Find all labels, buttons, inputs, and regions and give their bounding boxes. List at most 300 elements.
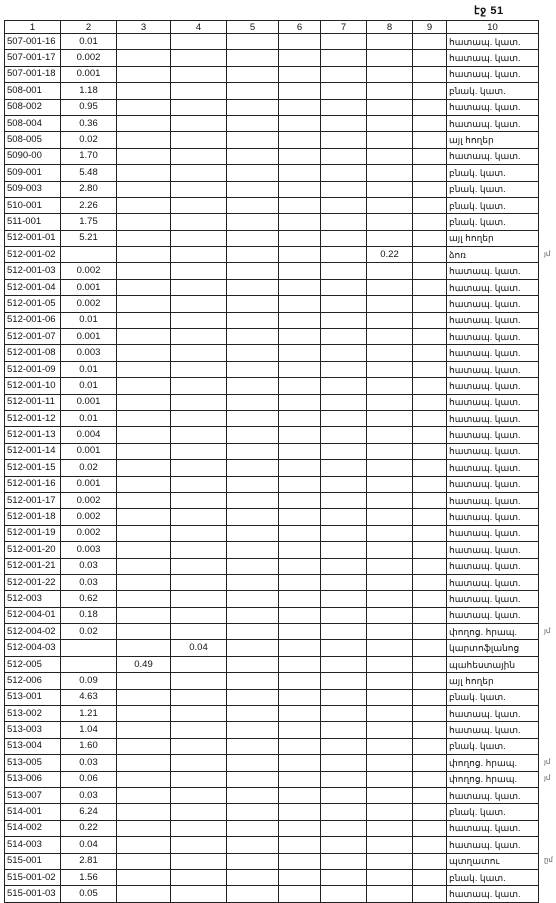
col4-cell: 0.04 xyxy=(171,640,227,656)
col4-cell xyxy=(171,525,227,541)
col8-cell xyxy=(367,361,413,377)
col6-cell xyxy=(279,345,321,361)
land-type-cell: բնակ. կատ. xyxy=(447,689,539,705)
col8-cell xyxy=(367,689,413,705)
land-type-cell: հատապ. կատ. xyxy=(447,279,539,295)
col3-cell xyxy=(117,99,171,115)
col9-cell xyxy=(413,509,447,525)
col8-cell xyxy=(367,345,413,361)
col7-cell xyxy=(321,148,367,164)
col4-cell xyxy=(171,361,227,377)
col6-cell xyxy=(279,525,321,541)
col6-cell xyxy=(279,263,321,279)
col5-cell xyxy=(227,476,279,492)
col4-cell xyxy=(171,329,227,345)
col9-cell xyxy=(413,99,447,115)
col7-cell xyxy=(321,443,367,459)
col8-cell xyxy=(367,197,413,213)
area-cell: 0.06 xyxy=(61,771,117,787)
parcel-code-cell: 512-001-17 xyxy=(5,492,61,508)
col9-cell xyxy=(413,492,447,508)
col7-cell xyxy=(321,722,367,738)
col8-cell xyxy=(367,525,413,541)
parcel-code-cell: 512-001-15 xyxy=(5,460,61,476)
col7-cell xyxy=(321,804,367,820)
table-row xyxy=(5,345,539,361)
col5-cell xyxy=(227,361,279,377)
table-row xyxy=(5,542,539,558)
col7-cell xyxy=(321,214,367,230)
table-row xyxy=(5,427,539,443)
col4-cell xyxy=(171,706,227,722)
land-type-cell: հատապ. կատ. xyxy=(447,296,539,312)
col7-cell xyxy=(321,574,367,590)
col8-cell xyxy=(367,99,413,115)
parcel-code-cell: 512-001-10 xyxy=(5,378,61,394)
parcel-code-cell: 515-001 xyxy=(5,853,61,869)
table-row xyxy=(5,787,539,803)
col3-cell xyxy=(117,165,171,181)
col4-cell xyxy=(171,247,227,263)
col8-cell xyxy=(367,492,413,508)
col8-cell: 0.22 xyxy=(367,247,413,263)
col8-cell xyxy=(367,476,413,492)
col8-cell xyxy=(367,624,413,640)
col6-cell xyxy=(279,427,321,443)
col3-cell xyxy=(117,574,171,590)
col4-cell xyxy=(171,443,227,459)
land-type-cell: հատապ. կատ. xyxy=(447,591,539,607)
col3-cell xyxy=(117,640,171,656)
area-cell: 1.75 xyxy=(61,214,117,230)
col6-cell xyxy=(279,738,321,754)
col5-cell xyxy=(227,83,279,99)
land-type-cell: հատապ. կատ. xyxy=(447,787,539,803)
col3-cell xyxy=(117,115,171,131)
table-row xyxy=(5,492,539,508)
parcel-code-cell: 513-001 xyxy=(5,689,61,705)
land-type-cell: հատապ. կատ. xyxy=(447,476,539,492)
table-row xyxy=(5,312,539,328)
col5-cell xyxy=(227,656,279,672)
col7-cell xyxy=(321,329,367,345)
col9-cell xyxy=(413,263,447,279)
col6-cell xyxy=(279,460,321,476)
area-cell: 0.002 xyxy=(61,263,117,279)
column-header: 1 xyxy=(5,21,61,34)
column-header: 3 xyxy=(117,21,171,34)
col6-cell xyxy=(279,771,321,787)
col8-cell xyxy=(367,640,413,656)
col5-cell xyxy=(227,329,279,345)
col5-cell xyxy=(227,279,279,295)
col7-cell xyxy=(321,279,367,295)
area-cell: 0.03 xyxy=(61,574,117,590)
parcel-code-cell: 512-006 xyxy=(5,673,61,689)
col7-cell xyxy=(321,247,367,263)
table-row xyxy=(5,837,539,853)
col3-cell xyxy=(117,378,171,394)
col4-cell xyxy=(171,492,227,508)
col3-cell xyxy=(117,837,171,853)
table-row xyxy=(5,460,539,476)
col9-cell xyxy=(413,312,447,328)
col4-cell xyxy=(171,787,227,803)
col3-cell xyxy=(117,148,171,164)
table-row xyxy=(5,230,539,246)
parcel-code-cell: 512-003 xyxy=(5,591,61,607)
col8-cell xyxy=(367,509,413,525)
parcel-code-cell: 512-001-07 xyxy=(5,329,61,345)
area-cell: 2.81 xyxy=(61,853,117,869)
col4-cell xyxy=(171,574,227,590)
table-row xyxy=(5,607,539,623)
col9-cell xyxy=(413,410,447,426)
parcel-code-cell: 512-005 xyxy=(5,656,61,672)
col8-cell xyxy=(367,34,413,50)
col3-cell xyxy=(117,296,171,312)
area-cell: 0.03 xyxy=(61,787,117,803)
col6-cell xyxy=(279,181,321,197)
col4-cell xyxy=(171,345,227,361)
column-header: 9 xyxy=(413,21,447,34)
col5-cell xyxy=(227,853,279,869)
col6-cell xyxy=(279,296,321,312)
col4-cell xyxy=(171,279,227,295)
parcel-code-cell: 512-001-04 xyxy=(5,279,61,295)
col9-cell xyxy=(413,279,447,295)
col5-cell xyxy=(227,574,279,590)
col5-cell xyxy=(227,722,279,738)
col5-cell xyxy=(227,132,279,148)
col5-cell xyxy=(227,640,279,656)
parcel-code-cell: 513-006 xyxy=(5,771,61,787)
table-row xyxy=(5,738,539,754)
col6-cell xyxy=(279,230,321,246)
col4-cell xyxy=(171,689,227,705)
land-type-cell: բնակ. կատ. xyxy=(447,181,539,197)
land-type-cell: հատապ. կատ. xyxy=(447,263,539,279)
table-row xyxy=(5,525,539,541)
area-cell: 1.56 xyxy=(61,869,117,885)
area-cell: 5.21 xyxy=(61,230,117,246)
col4-cell xyxy=(171,476,227,492)
col7-cell xyxy=(321,181,367,197)
col5-cell xyxy=(227,34,279,50)
col3-cell xyxy=(117,476,171,492)
col3-cell xyxy=(117,820,171,836)
table-row xyxy=(5,263,539,279)
land-type-cell: հատապ. կատ. xyxy=(447,558,539,574)
col7-cell xyxy=(321,165,367,181)
col3-cell xyxy=(117,673,171,689)
col7-cell xyxy=(321,624,367,640)
land-type-cell: այլ հողեր xyxy=(447,673,539,689)
col7-cell xyxy=(321,607,367,623)
area-cell: 0.18 xyxy=(61,607,117,623)
parcel-code-cell: 513-003 xyxy=(5,722,61,738)
col4-cell xyxy=(171,263,227,279)
col3-cell xyxy=(117,722,171,738)
land-type-cell: բնակ. կատ. xyxy=(447,197,539,213)
col6-cell xyxy=(279,312,321,328)
col8-cell xyxy=(367,673,413,689)
col4-cell xyxy=(171,181,227,197)
col7-cell xyxy=(321,869,367,885)
table-row xyxy=(5,656,539,672)
table-row xyxy=(5,115,539,131)
col8-cell xyxy=(367,132,413,148)
table-row xyxy=(5,361,539,377)
col5-cell xyxy=(227,165,279,181)
col9-cell xyxy=(413,755,447,771)
area-cell: 0.002 xyxy=(61,509,117,525)
col7-cell xyxy=(321,83,367,99)
area-cell: 1.21 xyxy=(61,706,117,722)
col9-cell xyxy=(413,738,447,754)
col6-cell xyxy=(279,624,321,640)
col9-cell xyxy=(413,181,447,197)
col9-cell xyxy=(413,673,447,689)
table-row xyxy=(5,247,539,263)
col5-cell xyxy=(227,115,279,131)
area-cell: 0.01 xyxy=(61,34,117,50)
col8-cell xyxy=(367,148,413,164)
col7-cell xyxy=(321,492,367,508)
col4-cell xyxy=(171,738,227,754)
parcel-code-cell: 512-004-01 xyxy=(5,607,61,623)
col5-cell xyxy=(227,591,279,607)
col6-cell xyxy=(279,197,321,213)
parcel-code-cell: 513-005 xyxy=(5,755,61,771)
col6-cell xyxy=(279,542,321,558)
parcel-code-cell: 511-001 xyxy=(5,214,61,230)
col6-cell xyxy=(279,706,321,722)
area-cell: 0.001 xyxy=(61,279,117,295)
land-type-cell: հատապ. կատ. xyxy=(447,115,539,131)
land-type-cell: բնակ. կատ. xyxy=(447,214,539,230)
area-cell: 0.22 xyxy=(61,820,117,836)
area-cell: 0.001 xyxy=(61,476,117,492)
table-row xyxy=(5,706,539,722)
col4-cell xyxy=(171,591,227,607)
col6-cell xyxy=(279,394,321,410)
col9-cell xyxy=(413,247,447,263)
col7-cell xyxy=(321,820,367,836)
land-registry-table xyxy=(4,20,539,903)
col9-cell xyxy=(413,574,447,590)
col3-cell xyxy=(117,263,171,279)
area-cell: 2.26 xyxy=(61,197,117,213)
col7-cell xyxy=(321,263,367,279)
table-row xyxy=(5,214,539,230)
col9-cell xyxy=(413,607,447,623)
parcel-code-cell: 512-001-08 xyxy=(5,345,61,361)
col3-cell xyxy=(117,181,171,197)
area-cell: 0.01 xyxy=(61,410,117,426)
col4-cell xyxy=(171,378,227,394)
col3-cell xyxy=(117,329,171,345)
col9-cell xyxy=(413,66,447,82)
col6-cell xyxy=(279,820,321,836)
col8-cell xyxy=(367,787,413,803)
table-row xyxy=(5,689,539,705)
col7-cell xyxy=(321,558,367,574)
col3-cell xyxy=(117,361,171,377)
col3-cell xyxy=(117,312,171,328)
col8-cell xyxy=(367,181,413,197)
table-row xyxy=(5,722,539,738)
col8-cell xyxy=(367,804,413,820)
table-row xyxy=(5,165,539,181)
parcel-code-cell: 512-001-03 xyxy=(5,263,61,279)
col3-cell xyxy=(117,509,171,525)
col7-cell xyxy=(321,689,367,705)
land-type-cell: կարտոֆլանոց xyxy=(447,640,539,656)
col4-cell xyxy=(171,230,227,246)
col6-cell xyxy=(279,607,321,623)
col9-cell xyxy=(413,476,447,492)
col4-cell xyxy=(171,394,227,410)
parcel-code-cell: 512-001-16 xyxy=(5,476,61,492)
area-cell: 0.36 xyxy=(61,115,117,131)
parcel-code-cell: 5090-00 xyxy=(5,148,61,164)
col6-cell xyxy=(279,214,321,230)
table-row xyxy=(5,148,539,164)
col6-cell xyxy=(279,165,321,181)
col9-cell xyxy=(413,34,447,50)
col8-cell xyxy=(367,706,413,722)
col5-cell xyxy=(227,886,279,902)
land-type-cell: հատապ. կատ. xyxy=(447,607,539,623)
area-cell: 0.004 xyxy=(61,427,117,443)
col8-cell xyxy=(367,443,413,459)
land-type-cell: բնակ. կատ. xyxy=(447,165,539,181)
table-row xyxy=(5,820,539,836)
col3-cell xyxy=(117,755,171,771)
col4-cell xyxy=(171,837,227,853)
col8-cell xyxy=(367,115,413,131)
col4-cell xyxy=(171,50,227,66)
col5-cell xyxy=(227,689,279,705)
col3-cell xyxy=(117,853,171,869)
column-header: 5 xyxy=(227,21,279,34)
table-row xyxy=(5,869,539,885)
area-cell: 0.04 xyxy=(61,837,117,853)
area-cell: 0.02 xyxy=(61,132,117,148)
land-type-cell: հատապ. կատ. xyxy=(447,443,539,459)
col9-cell xyxy=(413,427,447,443)
col9-cell xyxy=(413,296,447,312)
area-cell xyxy=(61,640,117,656)
area-cell: 0.002 xyxy=(61,296,117,312)
parcel-code-cell: 513-002 xyxy=(5,706,61,722)
col3-cell xyxy=(117,624,171,640)
col4-cell xyxy=(171,509,227,525)
col3-cell xyxy=(117,345,171,361)
land-type-cell: հատապ. կատ. xyxy=(447,394,539,410)
col7-cell xyxy=(321,230,367,246)
col6-cell xyxy=(279,148,321,164)
col9-cell xyxy=(413,837,447,853)
col9-cell xyxy=(413,558,447,574)
col6-cell xyxy=(279,329,321,345)
col8-cell xyxy=(367,410,413,426)
table-row xyxy=(5,132,539,148)
parcel-code-cell: 508-002 xyxy=(5,99,61,115)
table-row xyxy=(5,378,539,394)
col7-cell xyxy=(321,132,367,148)
col4-cell xyxy=(171,460,227,476)
col3-cell xyxy=(117,410,171,426)
col3-cell xyxy=(117,427,171,443)
parcel-code-cell: 515-001-03 xyxy=(5,886,61,902)
col3-cell xyxy=(117,558,171,574)
col4-cell xyxy=(171,99,227,115)
col3-cell xyxy=(117,66,171,82)
col7-cell xyxy=(321,755,367,771)
col8-cell xyxy=(367,574,413,590)
area-cell xyxy=(61,247,117,263)
land-type-cell: հատապ. կատ. xyxy=(447,525,539,541)
parcel-code-cell: 512-001-21 xyxy=(5,558,61,574)
col6-cell xyxy=(279,83,321,99)
col5-cell xyxy=(227,869,279,885)
area-cell xyxy=(61,656,117,672)
col7-cell xyxy=(321,115,367,131)
land-type-cell: բնակ. կատ. xyxy=(447,83,539,99)
col4-cell xyxy=(171,558,227,574)
col9-cell xyxy=(413,706,447,722)
col5-cell xyxy=(227,197,279,213)
col6-cell xyxy=(279,410,321,426)
col5-cell xyxy=(227,50,279,66)
col5-cell xyxy=(227,542,279,558)
col4-cell xyxy=(171,312,227,328)
parcel-code-cell: 510-001 xyxy=(5,197,61,213)
col4-cell xyxy=(171,624,227,640)
table-row xyxy=(5,34,539,50)
col7-cell xyxy=(321,706,367,722)
col9-cell xyxy=(413,591,447,607)
col4-cell xyxy=(171,886,227,902)
col3-cell xyxy=(117,787,171,803)
table-row xyxy=(5,771,539,787)
column-header: 6 xyxy=(279,21,321,34)
col9-cell xyxy=(413,83,447,99)
col9-cell xyxy=(413,394,447,410)
col3-cell xyxy=(117,197,171,213)
area-cell: 6.24 xyxy=(61,804,117,820)
area-cell: 1.18 xyxy=(61,83,117,99)
col5-cell xyxy=(227,214,279,230)
page-number: էջ 51 xyxy=(474,5,504,17)
col7-cell xyxy=(321,460,367,476)
table-row xyxy=(5,197,539,213)
table-row xyxy=(5,99,539,115)
col6-cell xyxy=(279,853,321,869)
col3-cell xyxy=(117,771,171,787)
col6-cell xyxy=(279,886,321,902)
col4-cell xyxy=(171,542,227,558)
col3-cell xyxy=(117,460,171,476)
col7-cell xyxy=(321,50,367,66)
area-cell: 0.002 xyxy=(61,50,117,66)
col7-cell xyxy=(321,66,367,82)
col4-cell xyxy=(171,165,227,181)
col4-cell xyxy=(171,83,227,99)
col6-cell xyxy=(279,640,321,656)
